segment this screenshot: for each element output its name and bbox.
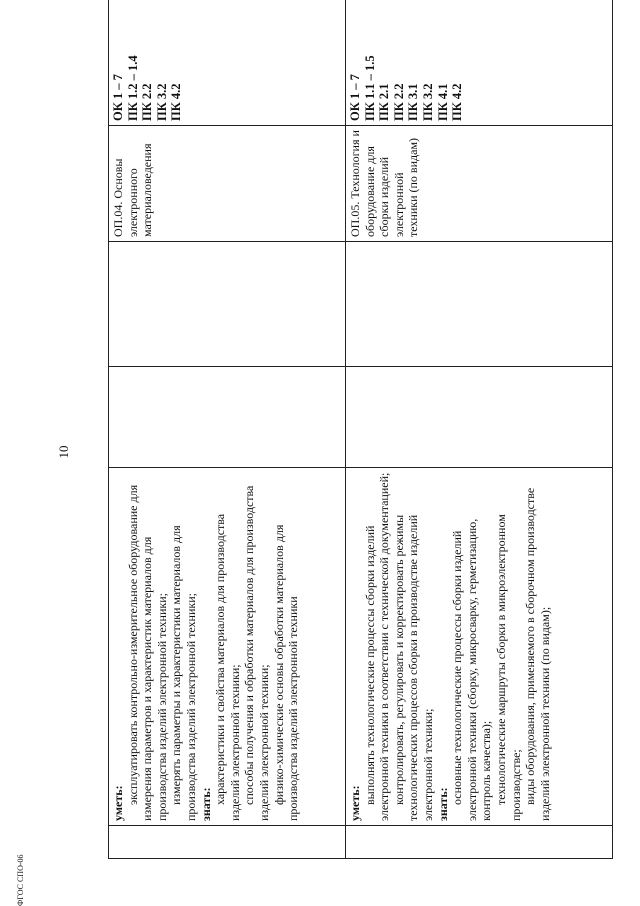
- competency-code: ПК 2.2: [391, 83, 406, 121]
- competency-code: ПК 3.1: [406, 83, 421, 121]
- discipline-cell: ОП.05. Технология и оборудование для сборки изделий электронной техники (по видам): [346, 126, 613, 242]
- section-keyword: знать:: [435, 787, 450, 821]
- competency-code: ПК 2.1: [377, 83, 392, 121]
- competency-code: ОК 1 – 7: [111, 74, 125, 121]
- competency-code: ПК 1.1 – 1.5: [362, 55, 377, 121]
- index-cell: [109, 826, 346, 859]
- hours-required-cell: [109, 242, 346, 367]
- knowledge-line: контролировать, регулировать и корректировать режимы технологических процессов сборки в производстве изделий электронной техники;: [391, 514, 435, 821]
- section-keyword: уметь:: [348, 785, 362, 821]
- competency-code: ПК 1.2 – 1.4: [125, 55, 140, 121]
- knowledge-cell: [109, 468, 346, 826]
- footer-code: ФГОС СПО-06: [16, 854, 25, 906]
- knowledge-line: технологические маршруты сборки в микроэлектронном производстве;: [493, 514, 523, 821]
- competency-code: ПК 4.2: [169, 83, 184, 121]
- competency-code: ПК 4.2: [450, 83, 465, 121]
- curriculum-table: [108, 0, 613, 859]
- section-keyword: уметь:: [111, 785, 125, 821]
- competency-code: ПК 4.1: [435, 83, 450, 121]
- discipline-cell: ОП.04. Основы электронного материаловедения: [109, 126, 346, 242]
- competencies-cell: [346, 0, 613, 126]
- table-row: [346, 0, 613, 859]
- hours-max-cell: [109, 367, 346, 468]
- knowledge-line: выполнять технологические процессы сборки изделий электронной техники в соответствии с технической документацией;: [362, 472, 392, 821]
- knowledge-line: основные технологические процессы сборки изделий электронной техники (сборку, микросварку, герметизацию, контроль качества);: [450, 518, 494, 821]
- table-row: [109, 0, 346, 859]
- competency-code: ПК 3.2: [420, 83, 435, 121]
- section-keyword: знать:: [198, 787, 213, 821]
- knowledge-line: физико-химические основы обработки материалов для производства изделий электронной техники: [271, 524, 301, 821]
- knowledge-line: способы получения и обработки материалов для производства изделий электронной техники;: [242, 485, 271, 821]
- competency-code: ПК 2.2: [140, 83, 155, 121]
- page-number: 10: [56, 445, 71, 459]
- hours-max-cell: [346, 367, 613, 468]
- knowledge-line: эксплуатировать контрольно-измерительное оборудование для измерения параметров и характеристик материалов для производства изделий электронной техники;: [125, 484, 169, 821]
- knowledge-cell: [346, 468, 613, 826]
- competencies-cell: [109, 0, 346, 126]
- knowledge-line: виды оборудования, применяемого в сборочном производстве изделий электронной техники (по видам);: [523, 487, 552, 821]
- knowledge-line: измерять параметры и характеристики материалов для производства изделий электронной техники;: [169, 525, 198, 821]
- knowledge-line: характеристики и свойства материалов для производства изделий электронной техники;: [213, 513, 242, 821]
- rotated-table-wrapper: [108, 44, 604, 859]
- index-cell: [346, 826, 613, 859]
- hours-required-cell: [346, 242, 613, 367]
- competency-code: ПК 3.2: [154, 83, 169, 121]
- competency-code: ОК 1 – 7: [348, 74, 362, 121]
